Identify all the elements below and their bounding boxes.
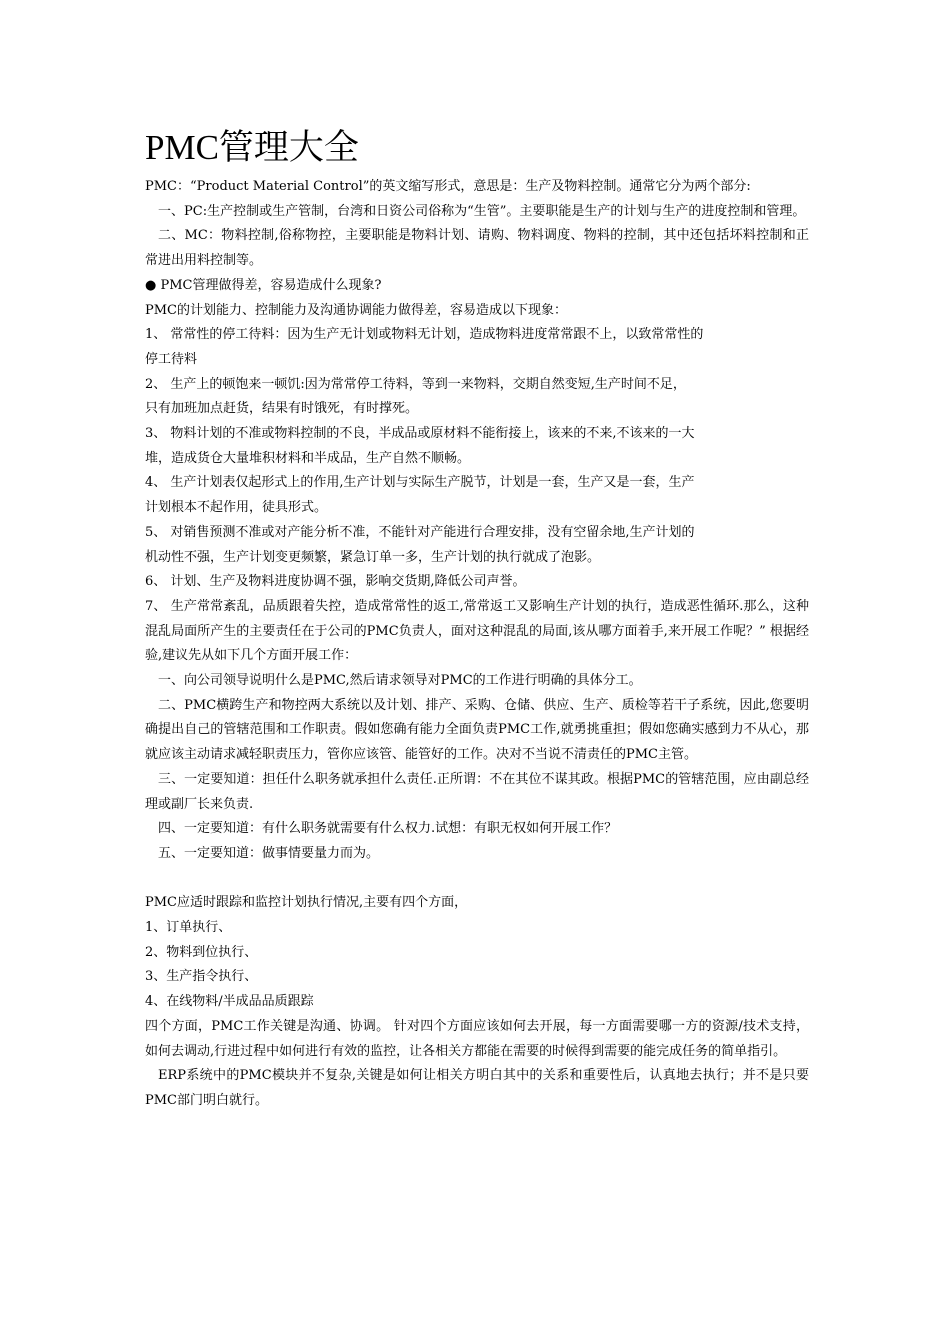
blank-line xyxy=(145,867,809,892)
step-1: 一、向公司领导说明什么是PMC,然后请求领导对PMC的工作进行明确的具体分工。 xyxy=(158,673,642,689)
erp-paragraph: ERP系统中的PMC模块并不复杂,关键是如何让相关方明白其中的关系和重要性后，认真地去执行；并不是只要PMC部门明白就行。 xyxy=(145,1068,809,1108)
step-2: 二、PMC横跨生产和物控两大系统以及计划、排产、采购、仓储、供应、生产、质检等若干子系统，因此,您要明确提出自己的管辖范围和工作职责。假如您确有能力全面负责PMC工作,就勇挑重担；假如您确实感到力不从心，那就应该主动请求减轻职责压力，管你应该管、能管好的工作。决对不当说不清责任的PMC主管。 xyxy=(145,697,809,763)
intro-paragraph: PMC：“Product Material Control”的英文缩写形式，意思是：生产及物料控制。通常它分为两个部分: xyxy=(145,179,751,194)
list-item-line: 2、 生产上的顿饱来一顿饥:因为常常停工待料，等到一来物料，交期自然变短,生产时间不足， xyxy=(145,376,686,392)
list-item-line: 4、 生产计划表仅起形式上的作用,生产计划与实际生产脱节，计划是一套，生产又是一套，生产 xyxy=(145,475,695,491)
list-item-line: 1、 常常性的停工待料：因为生产无计划或物料无计划，造成物料进度常常跟不上，以致常常性的 xyxy=(145,327,704,343)
list-item-line: 计划根本不起作用，徒具形式。 xyxy=(145,500,328,516)
step-4: 四、一定要知道：有什么职务就需要有什么权力.试想：有职无权如何开展工作？ xyxy=(158,821,618,837)
track-item: 4、在线物料/半成品品质跟踪 xyxy=(145,994,314,1010)
document-title: PMC管理大全 xyxy=(145,128,359,167)
track-item: 1、订单执行、 xyxy=(145,920,232,936)
lead-paragraph: PMC的计划能力、控制能力及沟通协调能力做得差，容易造成以下现象： xyxy=(145,302,568,318)
summary-paragraph: 四个方面，PMC工作关键是沟通、协调。 针对四个方面应该如何去开展，每一方面需要哪一方的资源/技术支持，如何去调动,行进过程中如何进行有效的监控，让各相关方都能在需要的时候得到需要的能完成任务的简单指引。 xyxy=(145,1018,809,1059)
track-lead: PMC应适时跟踪和监控计划执行情况,主要有四个方面， xyxy=(145,895,468,911)
pc-paragraph: 一、PC:生产控制或生产管制，台湾和日资公司俗称为“生管”。主要职能是生产的计划与生产的进度控制和管理。 xyxy=(158,203,806,219)
list-item-line: 堆，造成货仓大量堆积材料和半成品，生产自然不顺畅。 xyxy=(145,450,471,466)
document-page xyxy=(145,118,809,1114)
step-5: 五、一定要知道：做事情要量力而为。 xyxy=(158,845,380,861)
step-3: 三、一定要知道：担任什么职务就承担什么责任.正所谓：不在其位不谋其政。根据PMC的管辖范围，应由副总经理或副厂长来负责. xyxy=(145,771,809,812)
list-item-line: 停工待料 xyxy=(145,351,198,367)
question-bullet: ● PMC管理做得差，容易造成什么现象? xyxy=(145,277,382,293)
list-item-line: 3、 物料计划的不准或物料控制的不良，半成品或原材料不能衔接上，该来的不来,不该来的一大 xyxy=(145,426,695,442)
problem-list xyxy=(145,323,809,669)
list-item-line: 5、 对销售预测不准或对产能分析不准，不能针对产能进行合理安排，没有空留余地,生产计划的 xyxy=(145,524,695,540)
list-item-line: 机动性不强，生产计划变更频繁，紧急订单一多，生产计划的执行就成了泡影。 xyxy=(145,549,601,565)
list-item-7: 7、 生产常常紊乱，品质跟着失控，造成常常性的返工,常常返工又影响生产计划的执行，造成恶性循环.那么，这种混乱局面所产生的主要责任在于公司的PMC负责人，面对这种混乱的局面,该从哪方面着手,来开展工作呢？” 根据经验,建议先从如下几个方面开展工作： xyxy=(145,598,809,664)
list-item-line: 6、 计划、生产及物料进度协调不强，影响交货期,降低公司声誉。 xyxy=(145,574,526,590)
list-item-line: 只有加班加点赶货，结果有时饿死，有时撑死。 xyxy=(145,401,419,417)
track-item: 3、生产指令执行、 xyxy=(145,969,258,985)
track-item: 2、物料到位执行、 xyxy=(145,944,258,960)
mc-paragraph: 二、MC：物料控制,俗称物控，主要职能是物料计划、请购、物料调度、物料的控制，其中还包括坏料控制和正常进出用料控制等。 xyxy=(145,228,809,269)
